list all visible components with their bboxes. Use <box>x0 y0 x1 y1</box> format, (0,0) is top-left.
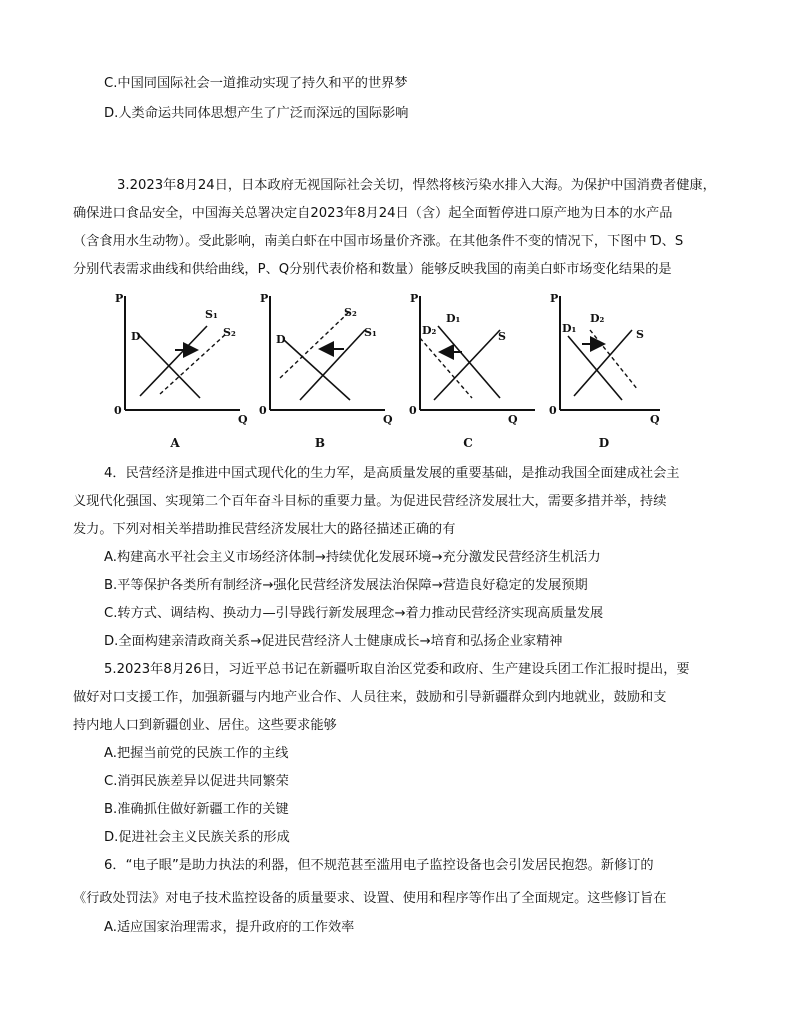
q3-line-4: 分别代表需求曲线和供给曲线，P、Q分别代表价格和数量）能够反映我国的南美白虾市场变化结果的是 <box>73 262 672 277</box>
curve-label-d1: D₁ <box>446 312 461 325</box>
graph-b <box>240 288 400 453</box>
graph-d-figure <box>530 288 690 428</box>
graph-c-figure <box>390 288 550 428</box>
curve-s1 <box>300 330 365 400</box>
axis-p-label: P <box>550 292 559 305</box>
curve-label-s: S <box>636 328 644 341</box>
graph-d <box>530 288 690 453</box>
curve-label-d2: D₂ <box>422 324 437 337</box>
axis-q-label: Q <box>508 413 518 426</box>
curve-label-d1: D₁ <box>562 322 577 335</box>
curve-d1 <box>568 336 622 400</box>
curve-s <box>574 330 632 396</box>
q5-line-1: 5.2023年8月26日，习近平总书记在新疆听取自治区党委和政府、生产建设兵团工作汇报时提出，要 <box>104 662 690 677</box>
q4-option-a: A.构建高水平社会主义市场经济体制→持续优化发展环境→充分激发民营经济生机活力 <box>104 550 601 565</box>
axis-p-label: P <box>260 292 269 305</box>
origin-label: 0 <box>114 404 122 417</box>
axis-q-label: Q <box>383 413 393 426</box>
axis-p-label: P <box>115 292 124 305</box>
q5-line-2: 做好对口支援工作，加强新疆与内地产业合作、人员往来，鼓励和引导新疆群众到内地就业，鼓励和支 <box>73 690 667 705</box>
graph-b-label: B <box>314 436 326 450</box>
graph-a-label: A <box>170 436 180 450</box>
curve-label-s1: S₁ <box>205 308 218 321</box>
q5-option-b: B.准确抓住做好新疆工作的关键 <box>104 802 289 817</box>
origin-label: 0 <box>409 404 417 417</box>
q5-line-3: 持内地人口到新疆创业、居住。这些要求能够 <box>73 718 337 733</box>
graph-a <box>95 288 255 453</box>
q6-line-2: 《行政处罚法》对电子技术监控设备的质量要求、设置、使用和程序等作出了全面规定。这些修订旨在 <box>73 891 667 906</box>
q6-line-1: 6．“电子眼”是助力执法的利器，但不规范甚至滥用电子监控设备也会引发居民抱怨。新修订的 <box>104 858 654 873</box>
curve-d2 <box>590 330 638 390</box>
curve-label-s: S <box>498 330 506 343</box>
graph-d-label: D <box>598 436 610 450</box>
axis-q-label: Q <box>650 413 660 426</box>
q5-option-a: A.把握当前党的民族工作的主线 <box>104 746 289 761</box>
q3-line-2: 确保进口食品安全，中国海关总署决定自2023年8月24日（含）起全面暂停进口原产地为日本的水产品 <box>73 206 673 221</box>
graph-a-figure <box>95 288 255 428</box>
q4-line-1: 4．民营经济是推进中国式现代化的生力军，是高质量发展的重要基础，是推动我国全面建成社会主 <box>104 466 680 481</box>
curve-label-s2: S₂ <box>344 306 357 319</box>
axis-p-label: P <box>410 292 419 305</box>
curve-label-d: D <box>131 330 141 343</box>
curve-label-d: D <box>276 333 286 346</box>
graph-b-figure <box>240 288 400 428</box>
q4-option-c: C.转方式、调结构、换动力—引导践行新发展理念→着力推动民营经济实现高质量发展 <box>104 606 604 621</box>
curve-label-s2: S₂ <box>223 326 236 339</box>
q3-line-1: 3.2023年8月24日，日本政府无视国际社会关切，悍然将核污染水排入大海。为保护中国消费者健康， <box>117 178 716 193</box>
origin-label: 0 <box>259 404 267 417</box>
q4-option-b: B.平等保护各类所有制经济→强化民营经济发展法治保障→营造良好稳定的发展预期 <box>104 578 588 593</box>
q4-line-3: 发力。下列对相关举措助推民营经济发展壮大的路径描述正确的有 <box>73 522 456 537</box>
q4-line-2: 义现代化强国、实现第二个百年奋斗目标的重要力量。为促进民营经济发展壮大，需要多措并举，持续 <box>73 494 667 509</box>
graph-c-label: C <box>463 436 473 450</box>
origin-label: 0 <box>549 404 557 417</box>
axis-q-label: Q <box>238 413 248 426</box>
q6-option-a: A.适应国家治理需求，提升政府的工作效率 <box>104 920 355 935</box>
q5-option-d: D.促进社会主义民族关系的形成 <box>104 830 290 845</box>
q4-option-d: D.全面构建亲清政商关系→促进民营经济人士健康成长→培育和弘扬企业家精神 <box>104 634 563 649</box>
curve-label-d2: D₂ <box>590 312 605 325</box>
option-c-prev: C.中国同国际社会一道推动实现了持久和平的世界梦 <box>104 76 408 91</box>
option-d-prev: D.人类命运共同体思想产生了广泛而深远的国际影响 <box>104 106 409 121</box>
curve-label-s1: S₁ <box>364 326 377 339</box>
q5-option-c: C.消弭民族差异以促进共同繁荣 <box>104 774 289 789</box>
q3-line-3: （含食用水生动物）。受此影响，南美白虾在中国市场量价齐涨。在其他条件不变的情况下，下图中 Ɗ、S <box>73 234 684 249</box>
graph-c <box>390 288 550 453</box>
